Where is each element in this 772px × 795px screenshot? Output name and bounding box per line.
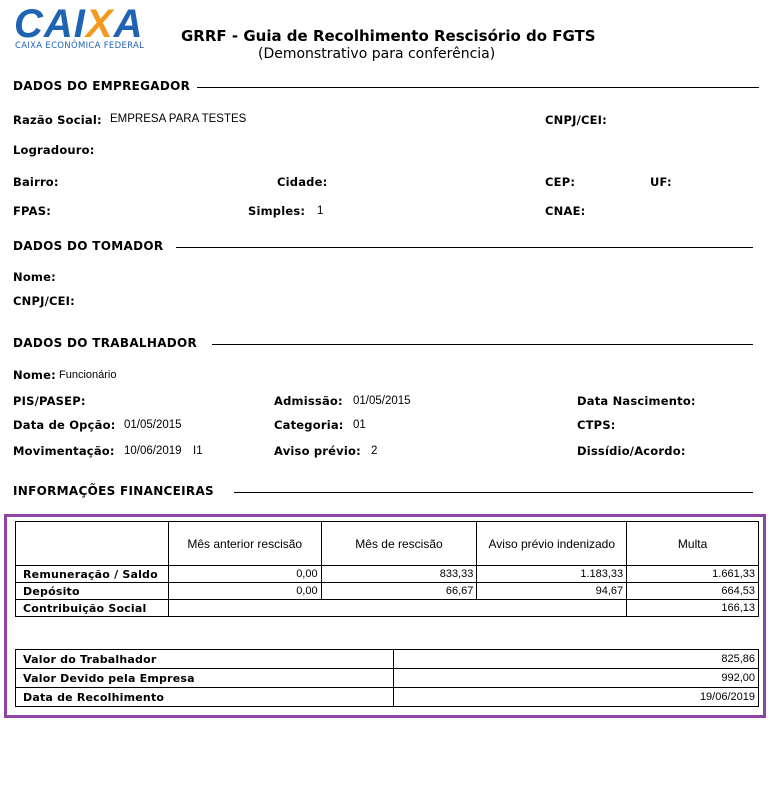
cnpj-cei-label: CNPJ/CEI: <box>545 113 607 127</box>
table-cell: 94,67 <box>477 583 627 600</box>
section-divider <box>197 87 759 88</box>
categoria-value: 01 <box>353 419 366 431</box>
caixa-logo <box>14 4 143 44</box>
admissao-value: 01/05/2015 <box>353 395 411 407</box>
ctps-label: CTPS: <box>577 418 616 432</box>
table-cell: 0,00 <box>168 566 321 583</box>
uf-label: UF: <box>650 175 672 189</box>
table-header-row <box>16 522 759 566</box>
document-subtitle: (Demonstrativo para conferência) <box>258 46 496 62</box>
movimentacao-code: I1 <box>193 445 203 457</box>
logo-text: CAIXA <box>14 2 144 46</box>
cep-label: CEP: <box>545 175 576 189</box>
row-label: Remuneração / Saldo <box>16 566 169 583</box>
movimentacao-date: 10/06/2019 <box>124 445 182 457</box>
table-row <box>16 650 759 669</box>
section-title-empregador: DADOS DO EMPREGADOR <box>13 79 191 93</box>
movimentacao-label: Movimentação: <box>13 444 115 458</box>
row-label: Depósito <box>16 583 169 600</box>
section-title-tomador: DADOS DO TOMADOR <box>13 239 164 253</box>
header-blank-cell <box>16 522 169 566</box>
financial-highlight-box <box>4 514 766 718</box>
simples-value: 1 <box>317 205 324 217</box>
table-cell: 0,00 <box>168 583 321 600</box>
section-title-financeiro: INFORMAÇÕES FINANCEIRAS <box>13 484 214 498</box>
table-row <box>16 566 759 583</box>
data-nascimento-label: Data Nascimento: <box>577 394 696 408</box>
data-opcao-value: 01/05/2015 <box>124 419 182 431</box>
table-cell: 66,67 <box>321 583 477 600</box>
table-row <box>16 600 759 617</box>
razao-social-label: Razão Social: <box>13 113 102 127</box>
dissidio-acordo-label: Dissídio/Acordo: <box>577 444 686 458</box>
column-header: Mês anterior rescisão <box>168 522 321 566</box>
table-row <box>16 669 759 688</box>
pis-pasep-label: PIS/PASEP: <box>13 394 86 408</box>
summary-table <box>15 649 759 707</box>
summary-label: Data de Recolhimento <box>16 688 394 707</box>
section-divider <box>176 247 753 248</box>
table-cell: 833,33 <box>321 566 477 583</box>
tomador-nome-label: Nome: <box>13 270 56 284</box>
summary-label: Valor Devido pela Empresa <box>16 669 394 688</box>
trabalhador-nome-label: Nome: <box>13 368 56 382</box>
summary-label: Valor do Trabalhador <box>16 650 394 669</box>
table-cell: 1.661,33 <box>627 566 759 583</box>
categoria-label: Categoria: <box>274 418 344 432</box>
logo-x-mark: X <box>85 2 114 46</box>
row-label: Contribuição Social <box>16 600 169 617</box>
summary-value: 825,86 <box>393 650 758 669</box>
table-row <box>16 583 759 600</box>
empty-merged-cell <box>168 600 626 617</box>
column-header: Aviso prévio indenizado <box>477 522 627 566</box>
column-header: Multa <box>627 522 759 566</box>
logradouro-label: Logradouro: <box>13 143 95 157</box>
summary-value: 19/06/2019 <box>393 688 758 707</box>
section-divider <box>212 344 753 345</box>
aviso-previo-label: Aviso prévio: <box>274 444 361 458</box>
document-title: GRRF - Guia de Recolhimento Rescisório do FGTS <box>181 27 596 45</box>
section-divider <box>234 492 753 493</box>
table-cell: 1.183,33 <box>477 566 627 583</box>
admissao-label: Admissão: <box>274 394 343 408</box>
section-title-trabalhador: DADOS DO TRABALHADOR <box>13 336 198 350</box>
bairro-label: Bairro: <box>13 175 59 189</box>
trabalhador-nome-value: Funcionário <box>59 369 117 381</box>
column-header: Mês de rescisão <box>321 522 477 566</box>
table-cell: 664,53 <box>627 583 759 600</box>
cnae-label: CNAE: <box>545 204 586 218</box>
financial-table <box>15 521 759 617</box>
fpas-label: FPAS: <box>13 204 52 218</box>
logo-subtitle: CAIXA ECONÔMICA FEDERAL <box>15 41 145 51</box>
tomador-cnpj-label: CNPJ/CEI: <box>13 294 75 308</box>
table-row <box>16 688 759 707</box>
simples-label: Simples: <box>248 204 306 218</box>
razao-social-value: EMPRESA PARA TESTES <box>110 113 247 125</box>
summary-value: 992,00 <box>393 669 758 688</box>
data-opcao-label: Data de Opção: <box>13 418 116 432</box>
aviso-previo-value: 2 <box>371 445 378 457</box>
cidade-label: Cidade: <box>277 175 328 189</box>
table-cell: 166,13 <box>627 600 759 617</box>
